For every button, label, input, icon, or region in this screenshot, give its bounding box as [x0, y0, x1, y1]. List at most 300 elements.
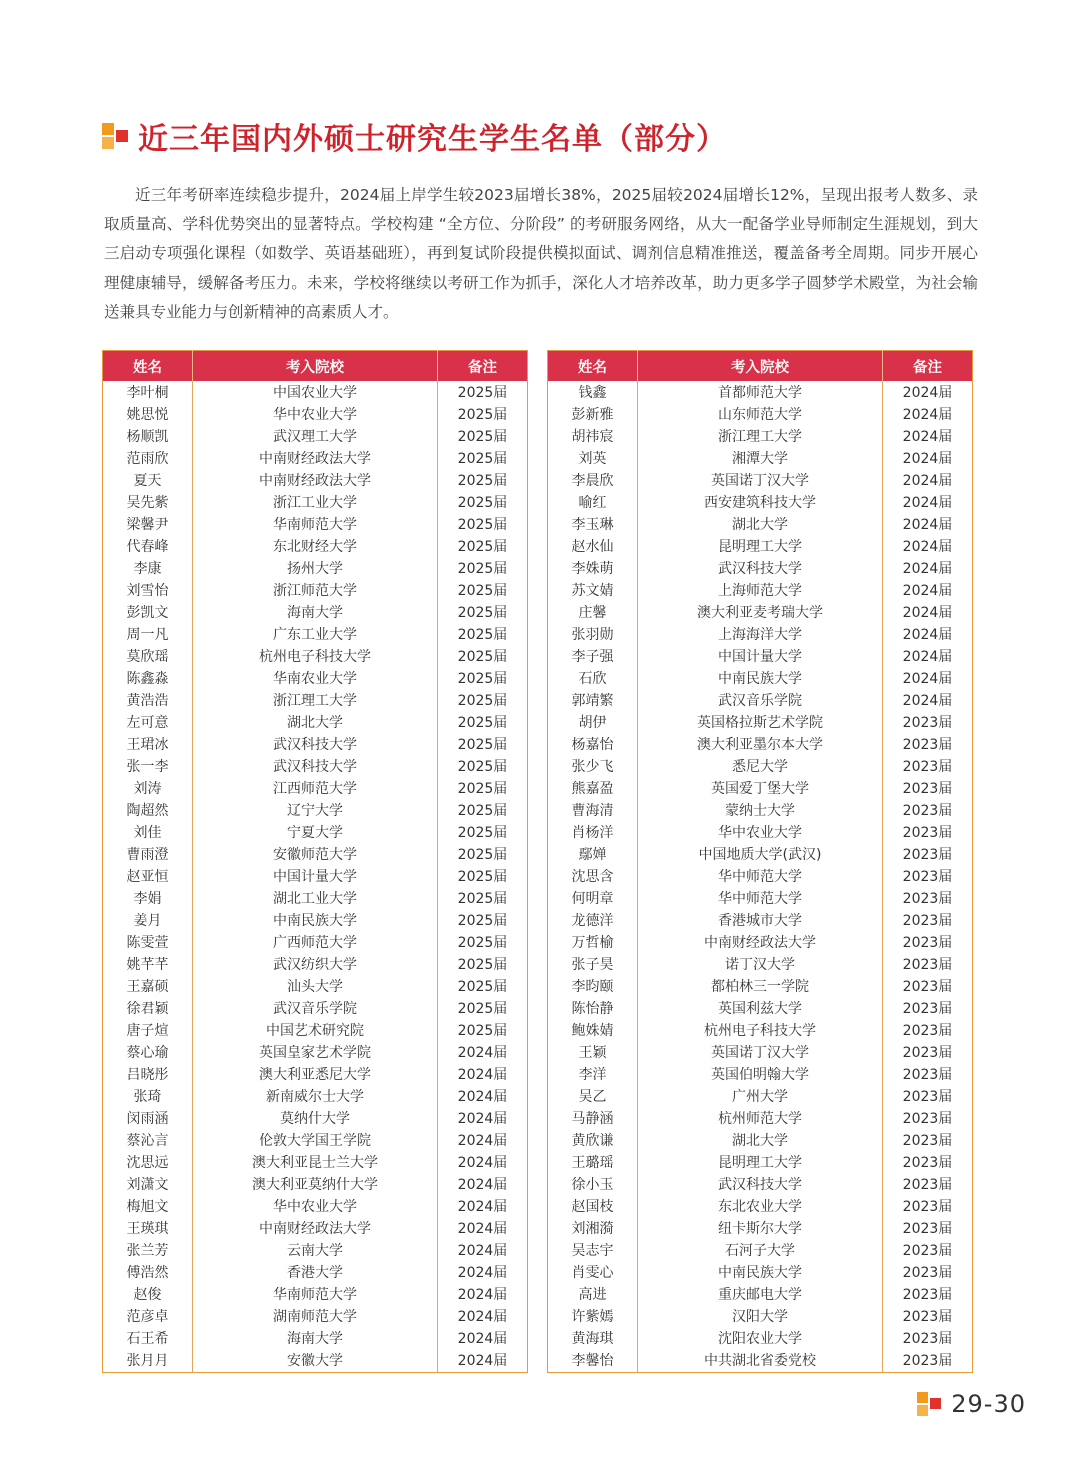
cell-name: 郭靖繁: [571, 693, 614, 709]
cell-name: 刘佳: [133, 825, 162, 841]
cell-school: 中国计量大学: [638, 645, 883, 667]
cell-school: 昆明理工大学: [638, 535, 883, 557]
header-note: 备注: [438, 351, 528, 382]
cell-note: 2023届: [883, 1217, 973, 1239]
cell-school: 中南财经政法大学: [638, 931, 883, 953]
cell-name: 李叶桐: [126, 385, 169, 401]
table-row: [548, 777, 973, 799]
cell-note: 2023届: [883, 1261, 973, 1283]
cell-name: 高进: [578, 1287, 607, 1303]
cell-note: 2025届: [438, 799, 528, 821]
cell-name: 李晨欣: [571, 473, 614, 489]
table-row: [103, 909, 528, 931]
cell-school: 华南农业大学: [193, 667, 438, 689]
cell-note: 2024届: [883, 667, 973, 689]
cell-name: 代春峰: [126, 539, 169, 555]
cell-school: 杭州师范大学: [638, 1107, 883, 1129]
cell-note: 2024届: [883, 557, 973, 579]
cell-school: 中南民族大学: [638, 1261, 883, 1283]
table-row: [103, 1085, 528, 1107]
header-school: 考入院校: [638, 351, 883, 382]
table-row: [103, 557, 528, 579]
cell-school: 中国艺术研究院: [193, 1019, 438, 1041]
table-row: [103, 1327, 528, 1349]
cell-note: 2024届: [438, 1129, 528, 1151]
table-row: [548, 1173, 973, 1195]
cell-school: 安徽大学: [193, 1349, 438, 1373]
cell-name: 徐君颖: [126, 1001, 169, 1017]
cell-school: 浙江师范大学: [193, 579, 438, 601]
table-row: [548, 1217, 973, 1239]
cell-name: 赵俊: [133, 1287, 162, 1303]
cell-note: 2025届: [438, 689, 528, 711]
cell-note: 2025届: [438, 667, 528, 689]
cell-name: 李洋: [578, 1067, 607, 1083]
cell-note: 2025届: [438, 557, 528, 579]
cell-name: 张月月: [126, 1353, 169, 1369]
cell-name: 莫欣瑶: [126, 649, 169, 665]
table-row: [103, 667, 528, 689]
cell-note: 2025届: [438, 403, 528, 425]
table-row: [103, 931, 528, 953]
cell-name: 陶超然: [126, 803, 169, 819]
table-row: [103, 799, 528, 821]
header-school: 考入院校: [193, 351, 438, 382]
table-row: [103, 513, 528, 535]
cell-name: 曹海清: [571, 803, 614, 819]
table-row: [548, 909, 973, 931]
cell-note: 2024届: [883, 645, 973, 667]
cell-school: 武汉科技大学: [638, 557, 883, 579]
cell-note: 2025届: [438, 579, 528, 601]
page-number-text: 29-30: [951, 1390, 1026, 1418]
table-row: [103, 1217, 528, 1239]
cell-note: 2023届: [883, 1019, 973, 1041]
cell-note: 2023届: [883, 843, 973, 865]
cell-note: 2024届: [883, 535, 973, 557]
cell-name: 李馨怡: [571, 1353, 614, 1369]
cell-name: 梅旭文: [126, 1199, 169, 1215]
cell-note: 2025届: [438, 425, 528, 447]
cell-name: 姚思悦: [126, 407, 169, 423]
cell-school: 汉阳大学: [638, 1305, 883, 1327]
cell-school: 中南财经政法大学: [193, 1217, 438, 1239]
table-row: [548, 1305, 973, 1327]
cell-note: 2023届: [883, 799, 973, 821]
cell-name: 黄浩浩: [126, 693, 169, 709]
cell-note: 2024届: [438, 1349, 528, 1373]
table-row: [548, 689, 973, 711]
student-table-left: [102, 350, 528, 1373]
cell-school: 杭州电子科技大学: [193, 645, 438, 667]
cell-school: 诺丁汉大学: [638, 953, 883, 975]
cell-note: 2025届: [438, 843, 528, 865]
table-row: [548, 887, 973, 909]
square-cross-icon: [917, 1392, 941, 1416]
cell-school: 英国诺丁汉大学: [638, 1041, 883, 1063]
cell-school: 华中师范大学: [638, 887, 883, 909]
cell-note: 2024届: [883, 469, 973, 491]
cell-name: 刘英: [578, 451, 607, 467]
header-note: 备注: [883, 351, 973, 382]
cell-note: 2024届: [438, 1151, 528, 1173]
cell-school: 武汉理工大学: [193, 425, 438, 447]
header-name: 姓名: [548, 351, 638, 382]
table-row: [103, 579, 528, 601]
student-table-right: [547, 350, 973, 1373]
cell-note: 2024届: [438, 1041, 528, 1063]
cell-note: 2025届: [438, 645, 528, 667]
cell-note: 2023届: [883, 1305, 973, 1327]
cell-note: 2023届: [883, 1327, 973, 1349]
cell-note: 2025届: [438, 931, 528, 953]
cell-note: 2024届: [883, 513, 973, 535]
cell-note: 2024届: [883, 381, 973, 403]
table-row: [548, 1349, 973, 1373]
table-row: [548, 953, 973, 975]
cell-name: 左可意: [126, 715, 169, 731]
table-row: [103, 733, 528, 755]
table-row: [103, 689, 528, 711]
cell-note: 2024届: [438, 1239, 528, 1261]
cell-note: 2025届: [438, 491, 528, 513]
cell-note: 2025届: [438, 975, 528, 997]
cell-name: 吴志宇: [571, 1243, 614, 1259]
cell-school: 英国皇家艺术学院: [193, 1041, 438, 1063]
cell-school: 广东工业大学: [193, 623, 438, 645]
cell-note: 2023届: [883, 1151, 973, 1173]
cell-name: 范雨欣: [126, 451, 169, 467]
table-row: [103, 821, 528, 843]
cell-note: 2023届: [883, 1239, 973, 1261]
table-row: [103, 843, 528, 865]
table-row: [548, 491, 973, 513]
cell-school: 中共湖北省委党校: [638, 1349, 883, 1373]
cell-name: 彭凯文: [126, 605, 169, 621]
cell-school: 澳大利亚昆士兰大学: [193, 1151, 438, 1173]
table-row: [103, 447, 528, 469]
cell-school: 英国利兹大学: [638, 997, 883, 1019]
cell-name: 何明章: [571, 891, 614, 907]
cell-school: 湖北大学: [638, 513, 883, 535]
cell-school: 汕头大学: [193, 975, 438, 997]
cell-name: 李子强: [571, 649, 614, 665]
table-row: [103, 1019, 528, 1041]
cell-name: 徐小玉: [571, 1177, 614, 1193]
cell-school: 杭州电子科技大学: [638, 1019, 883, 1041]
cell-school: 广西师范大学: [193, 931, 438, 953]
cell-school: 安徽师范大学: [193, 843, 438, 865]
cell-school: 中国农业大学: [193, 381, 438, 403]
cell-note: 2023届: [883, 733, 973, 755]
cell-school: 伦敦大学国王学院: [193, 1129, 438, 1151]
cell-school: 湖北工业大学: [193, 887, 438, 909]
cell-school: 东北财经大学: [193, 535, 438, 557]
cell-name: 张少飞: [571, 759, 614, 775]
cell-note: 2025届: [438, 513, 528, 535]
cell-name: 杨顺凯: [126, 429, 169, 445]
table-row: [103, 1173, 528, 1195]
cell-name: 苏文婧: [571, 583, 614, 599]
cell-name: 龙德洋: [571, 913, 614, 929]
table-row: [548, 447, 973, 469]
cell-school: 江西师范大学: [193, 777, 438, 799]
cell-note: 2023届: [883, 1349, 973, 1373]
cell-name: 张羽勋: [571, 627, 614, 643]
cell-school: 中国计量大学: [193, 865, 438, 887]
cell-school: 上海师范大学: [638, 579, 883, 601]
section-header: [102, 114, 727, 158]
cell-school: 云南大学: [193, 1239, 438, 1261]
cell-school: 武汉音乐学院: [193, 997, 438, 1019]
cell-note: 2023届: [883, 1129, 973, 1151]
cell-school: 中南财经政法大学: [193, 447, 438, 469]
table-row: [548, 1107, 973, 1129]
table-row: [103, 777, 528, 799]
table-row: [548, 733, 973, 755]
cell-note: 2025届: [438, 469, 528, 491]
table-row: [103, 953, 528, 975]
cell-note: 2024届: [438, 1261, 528, 1283]
cell-school: 西安建筑科技大学: [638, 491, 883, 513]
cell-name: 曹雨澄: [126, 847, 169, 863]
cell-note: 2025届: [438, 447, 528, 469]
cell-school: 沈阳农业大学: [638, 1327, 883, 1349]
cell-note: 2024届: [438, 1327, 528, 1349]
cell-note: 2023届: [883, 909, 973, 931]
cell-school: 华中农业大学: [193, 403, 438, 425]
table-row: [103, 623, 528, 645]
cell-school: 武汉科技大学: [193, 755, 438, 777]
cell-school: 昆明理工大学: [638, 1151, 883, 1173]
table-row: [548, 1041, 973, 1063]
cell-school: 广州大学: [638, 1085, 883, 1107]
table-row: [548, 843, 973, 865]
cell-school: 东北农业大学: [638, 1195, 883, 1217]
table-row: [103, 645, 528, 667]
table-row: [548, 711, 973, 733]
cell-note: 2023届: [883, 1063, 973, 1085]
cell-name: 胡祎宸: [571, 429, 614, 445]
table-row: [548, 931, 973, 953]
cell-school: 英国诺丁汉大学: [638, 469, 883, 491]
table-row: [548, 403, 973, 425]
cell-note: 2024届: [883, 601, 973, 623]
cell-name: 刘湘漪: [571, 1221, 614, 1237]
table-row: [548, 1283, 973, 1305]
cell-school: 蒙纳士大学: [638, 799, 883, 821]
cell-note: 2023届: [883, 1107, 973, 1129]
cell-note: 2025届: [438, 535, 528, 557]
cell-name: 周一凡: [126, 627, 169, 643]
table-row: [103, 1305, 528, 1327]
cell-note: 2024届: [438, 1173, 528, 1195]
cell-school: 上海海洋大学: [638, 623, 883, 645]
cell-name: 石欣: [578, 671, 607, 687]
cell-school: 山东师范大学: [638, 403, 883, 425]
table-row: [103, 711, 528, 733]
cell-school: 湖北大学: [638, 1129, 883, 1151]
table-header-row: [103, 351, 528, 382]
cell-name: 万哲榆: [571, 935, 614, 951]
table-row: [103, 535, 528, 557]
cell-school: 扬州大学: [193, 557, 438, 579]
cell-note: 2023届: [883, 1195, 973, 1217]
table-row: [548, 1327, 973, 1349]
table-row: [103, 491, 528, 513]
table-row: [103, 1151, 528, 1173]
cell-school: 英国伯明翰大学: [638, 1063, 883, 1085]
cell-name: 黄海琪: [571, 1331, 614, 1347]
table-row: [103, 425, 528, 447]
cell-note: 2024届: [438, 1063, 528, 1085]
table-row: [103, 469, 528, 491]
cell-note: 2023届: [883, 777, 973, 799]
cell-school: 湖北大学: [193, 711, 438, 733]
cell-name: 沈思含: [571, 869, 614, 885]
cell-note: 2024届: [883, 579, 973, 601]
table-row: [103, 865, 528, 887]
table-row: [103, 1063, 528, 1085]
cell-name: 熊嘉盈: [571, 781, 614, 797]
cell-school: 宁夏大学: [193, 821, 438, 843]
cell-name: 李康: [133, 561, 162, 577]
cell-name: 李娟: [133, 891, 162, 907]
table-row: [548, 425, 973, 447]
cell-school: 海南大学: [193, 1327, 438, 1349]
table-row: [548, 1195, 973, 1217]
table-row: [548, 997, 973, 1019]
cell-school: 海南大学: [193, 601, 438, 623]
cell-name: 吴乙: [578, 1089, 607, 1105]
cell-note: 2024届: [883, 491, 973, 513]
cell-school: 中南民族大学: [638, 667, 883, 689]
cell-school: 华中农业大学: [193, 1195, 438, 1217]
cell-note: 2023届: [883, 865, 973, 887]
cell-school: 华南师范大学: [193, 1283, 438, 1305]
table-row: [548, 623, 973, 645]
cell-name: 肖雯心: [571, 1265, 614, 1281]
cell-note: 2023届: [883, 821, 973, 843]
cell-name: 赵亚恒: [126, 869, 169, 885]
cell-name: 刘雪怡: [126, 583, 169, 599]
square-cross-icon: [102, 123, 128, 149]
table-row: [103, 887, 528, 909]
table-row: [548, 513, 973, 535]
cell-note: 2024届: [438, 1305, 528, 1327]
cell-name: 庄馨: [578, 605, 607, 621]
cell-school: 中南民族大学: [193, 909, 438, 931]
table-row: [103, 1349, 528, 1373]
cell-name: 黄欣谦: [571, 1133, 614, 1149]
cell-name: 李姝萌: [571, 561, 614, 577]
table-row: [103, 1261, 528, 1283]
cell-school: 莫纳什大学: [193, 1107, 438, 1129]
cell-note: 2024届: [438, 1195, 528, 1217]
cell-school: 纽卡斯尔大学: [638, 1217, 883, 1239]
cell-school: 华中农业大学: [638, 821, 883, 843]
cell-school: 湘潭大学: [638, 447, 883, 469]
cell-note: 2024届: [438, 1217, 528, 1239]
table-row: [548, 975, 973, 997]
cell-name: 张一李: [126, 759, 169, 775]
cell-name: 张兰芳: [126, 1243, 169, 1259]
cell-name: 李昀颐: [571, 979, 614, 995]
cell-school: 武汉音乐学院: [638, 689, 883, 711]
cell-school: 华南师范大学: [193, 513, 438, 535]
cell-school: 武汉科技大学: [638, 1173, 883, 1195]
cell-school: 湖南师范大学: [193, 1305, 438, 1327]
cell-school: 香港城市大学: [638, 909, 883, 931]
cell-school: 悉尼大学: [638, 755, 883, 777]
cell-name: 陈怡静: [571, 1001, 614, 1017]
table-row: [548, 1019, 973, 1041]
cell-school: 英国爱丁堡大学: [638, 777, 883, 799]
table-row: [548, 557, 973, 579]
page-title: 近三年国内外硕士研究生学生名单（部分）: [138, 122, 727, 157]
cell-name: 彭新雅: [571, 407, 614, 423]
table-row: [548, 1129, 973, 1151]
table-header-row: [548, 351, 973, 382]
cell-note: 2024届: [438, 1107, 528, 1129]
cell-name: 范彦卓: [126, 1309, 169, 1325]
cell-name: 刘涛: [133, 781, 162, 797]
table-row: [103, 1107, 528, 1129]
cell-note: 2023届: [883, 975, 973, 997]
cell-school: 武汉科技大学: [193, 733, 438, 755]
cell-note: 2024届: [438, 1283, 528, 1305]
table-row: [548, 1151, 973, 1173]
cell-note: 2025届: [438, 1019, 528, 1041]
cell-school: 香港大学: [193, 1261, 438, 1283]
cell-note: 2025届: [438, 711, 528, 733]
cell-note: 2023届: [883, 1085, 973, 1107]
header-name: 姓名: [103, 351, 193, 382]
cell-note: 2025届: [438, 887, 528, 909]
cell-note: 2024届: [883, 689, 973, 711]
cell-name: 唐子煊: [126, 1023, 169, 1039]
cell-note: 2025届: [438, 777, 528, 799]
table-row: [103, 975, 528, 997]
cell-name: 陈雯萱: [126, 935, 169, 951]
cell-school: 澳大利亚莫纳什大学: [193, 1173, 438, 1195]
table-row: [103, 1283, 528, 1305]
cell-note: 2023届: [883, 711, 973, 733]
intro-paragraph: 近三年考研率连续稳步提升，2024届上岸学生较2023届增长38%，2025届较2024届增长12%，呈现出报考人数多、录取质量高、学科优势突出的显著特点。学校构建 “全方位、分阶段” 的考研服务网络，从大一配备学业导师制定生涯规划，到大三启动专项强化课程（如数学、英语基础班），再到复试阶段提供模拟面试、调剂信息精准推送，覆盖备考全周期。同步开展心理健康辅导，缓解备考压力。未来，学校将继续以考研工作为抓手，深化人才培养改革，助力更多学子圆梦学术殿堂，为社会输送兼具专业能力与创新精神的高素质人才。: [104, 186, 978, 321]
cell-name: 姚芊芊: [126, 957, 169, 973]
cell-name: 王嘉硕: [126, 979, 169, 995]
cell-note: 2023届: [883, 953, 973, 975]
cell-name: 刘潇文: [126, 1177, 169, 1193]
cell-note: 2025届: [438, 733, 528, 755]
table-row: [548, 821, 973, 843]
table-row: [548, 1239, 973, 1261]
table-row: [548, 381, 973, 403]
table-row: [548, 535, 973, 557]
table-row: [548, 865, 973, 887]
cell-note: 2023届: [883, 1173, 973, 1195]
cell-note: 2024届: [883, 425, 973, 447]
cell-school: 中国地质大学(武汉): [638, 843, 883, 865]
cell-note: 2025届: [438, 755, 528, 777]
cell-school: 英国格拉斯艺术学院: [638, 711, 883, 733]
cell-name: 张琦: [133, 1089, 162, 1105]
cell-school: 石河子大学: [638, 1239, 883, 1261]
cell-name: 沈思远: [126, 1155, 169, 1171]
table-row: [548, 1261, 973, 1283]
cell-name: 王颖: [578, 1045, 607, 1061]
cell-note: 2023届: [883, 931, 973, 953]
